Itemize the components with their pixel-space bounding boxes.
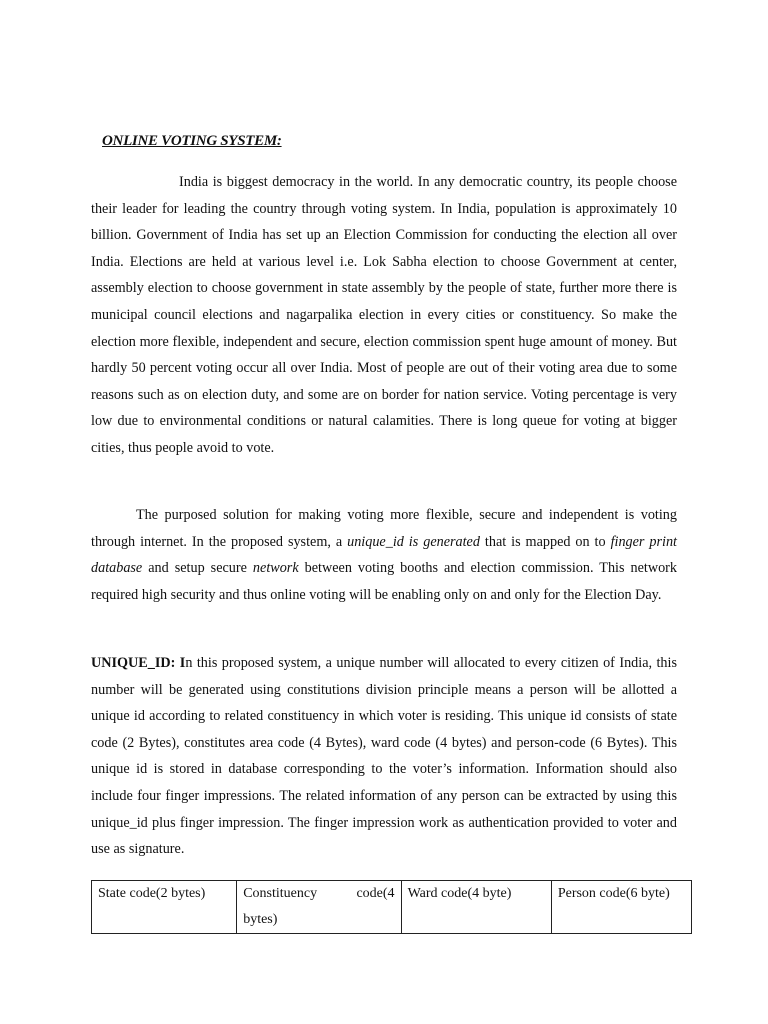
solution-emphasis-fingerprint: finger print database xyxy=(91,533,677,577)
unique-id-text: n this proposed system, a unique number will allocated to every citizen of India, this number will be generated using constitutions division principle means a person will be allotted a unique id according to related constituency in which voter is residing. This unique id consists of state code (2 Bytes), constitutes area code (4 Bytes), ward code (4 bytes) and person-code (6 Bytes). This unique id is stored in database corresponding to the voter’s information. Information should also include four finger impressions. The related information of any person can be extracted by using this unique_id plus finger impression. The finger impression work as authentication provided to voter and use as signature. xyxy=(91,655,677,858)
solution-text-2: that is mapped on to xyxy=(479,533,611,550)
solution-paragraph xyxy=(91,502,677,608)
constituency-word: Constituency xyxy=(243,886,318,901)
constituency-line-2: bytes) xyxy=(243,912,278,927)
unique-id-structure-table xyxy=(91,880,692,934)
document-heading: ONLINE VOTING SYSTEM: xyxy=(102,133,282,149)
table-cell-constituency-code xyxy=(237,881,401,934)
table-cell-person-code: Person code(6 byte) xyxy=(551,881,691,934)
solution-text-3: and setup secure xyxy=(142,560,253,577)
solution-emphasis-unique-id: unique_id is generated xyxy=(347,533,480,550)
unique-id-label: UNIQUE_ID: I xyxy=(91,655,186,671)
constituency-line-1 xyxy=(243,881,394,907)
constituency-code-word: code(4 xyxy=(356,886,395,901)
intro-paragraph: India is biggest democracy in the world. In any democratic country, its people choose their leader for leading the country through voting system. In India, population is approximately 10 billion. Government of India has set up an Election Commission for conducting the election all over India. Elections are held at various level i.e. Lok Sabha election to choose Government at center, assembly election to choose government in state assembly by the people of state, further more there is municipal council elections and nagarpalika election in every cities or constituency. So make the election more flexible, independent and secure, election commission spent huge amount of money. But hardly 50 percent voting occur all over India. Most of people are out of their voting area due to some reasons such as on election duty, and some are on border for nation service. Voting percentage is very low due to environmental conditions or natural calamities. There is long queue for voting at bigger cities, thus people avoid to vote. xyxy=(91,174,677,456)
solution-text-1: The purposed solution for making voting more flexible, secure and independent is voting through internet. In the proposed system, a xyxy=(91,507,677,550)
solution-text-4: between voting booths and election commission. This network required high security and thus online voting will be enabling only on and only for the Election Day. xyxy=(91,560,677,603)
solution-emphasis-network: network xyxy=(252,560,299,577)
table-cell-state-code: State code(2 bytes) xyxy=(92,881,237,934)
unique-id-paragraph xyxy=(91,650,677,863)
table-row xyxy=(92,881,692,934)
table-cell-ward-code: Ward code(4 byte) xyxy=(401,881,551,934)
